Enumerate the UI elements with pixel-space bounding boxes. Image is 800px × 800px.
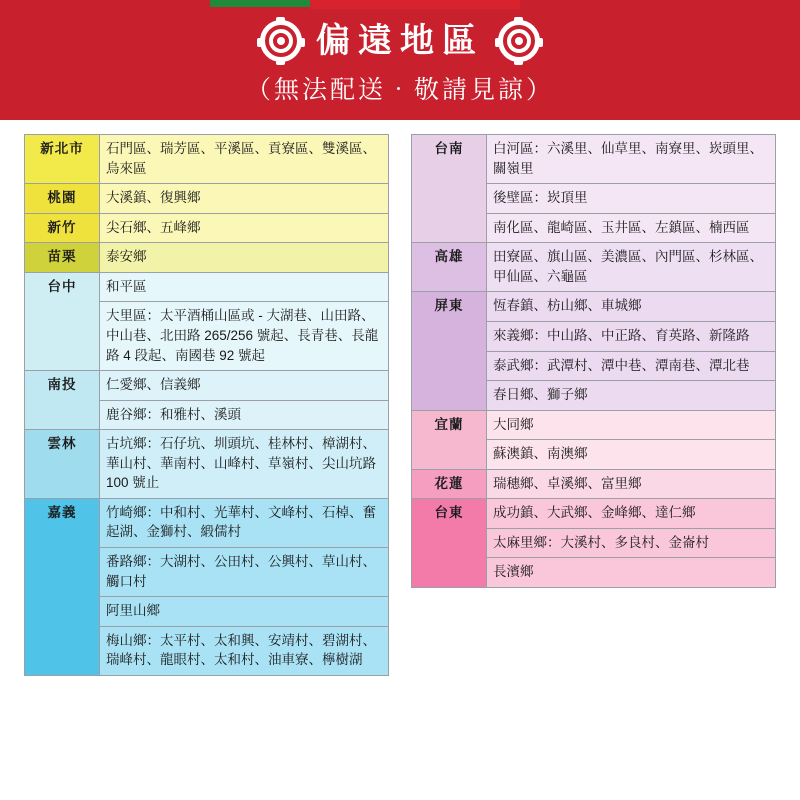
table-row — [25, 272, 389, 302]
region-areas: 大同鄉 — [487, 410, 776, 440]
page-subtitle: （無法配送‧敬請見諒） — [245, 76, 554, 104]
region-areas: 阿里山鄉 — [100, 597, 389, 627]
region-areas: 長濱鄉 — [487, 558, 776, 588]
region-areas: 蘇澳鎮、南澳鄉 — [487, 440, 776, 470]
header-title-row — [0, 20, 800, 62]
region-lists — [0, 120, 800, 676]
region-label-yunlin: 雲林 — [25, 430, 100, 499]
region-areas: 太麻里鄉：大溪村、多良村、金崙村 — [487, 528, 776, 558]
table-row — [25, 213, 389, 243]
region-areas: 石門區、瑞芳區、平溪區、貢寮區、雙溪區、烏來區 — [100, 135, 389, 184]
tyre-icon — [260, 20, 302, 62]
region-label-miaoli: 苗栗 — [25, 243, 100, 273]
region-areas: 春日鄉、獅子鄉 — [487, 381, 776, 411]
region-areas: 來義鄉：中山路、中正路、育英路、新隆路 — [487, 321, 776, 351]
region-label-chiayi: 嘉義 — [25, 498, 100, 675]
region-areas: 田寮區、旗山區、美濃區、內門區、杉林區、甲仙區、六龜區 — [487, 243, 776, 292]
right-region-table — [411, 134, 776, 588]
right-column — [411, 134, 776, 676]
region-label-new-taipei: 新北市 — [25, 135, 100, 184]
table-row — [412, 135, 776, 184]
page-header — [0, 0, 800, 120]
table-row — [25, 135, 389, 184]
left-region-table — [24, 134, 389, 676]
table-row — [412, 243, 776, 292]
region-areas: 大溪鎮、復興鄉 — [100, 184, 389, 214]
region-areas: 仁愛鄉、信義鄉 — [100, 371, 389, 401]
header-red-accent — [310, 0, 520, 9]
region-label-nantou: 南投 — [25, 371, 100, 430]
region-areas: 白河區：六溪里、仙草里、南寮里、崁頭里、關嶺里 — [487, 135, 776, 184]
table-row — [412, 292, 776, 322]
region-areas: 大里區：太平酒桶山區或 - 大湖巷、山田路、中山巷、北田路 265/256 號起、長青巷、長龍路 4 段起、南國巷 92 號起 — [100, 302, 389, 371]
region-label-hsinchu: 新竹 — [25, 213, 100, 243]
region-areas: 鹿谷鄉：和雅村、溪頭 — [100, 400, 389, 430]
region-areas: 尖石鄉、五峰鄉 — [100, 213, 389, 243]
region-areas: 南化區、龍崎區、玉井區、左鎮區、楠西區 — [487, 213, 776, 243]
page-title: 偏遠地區 — [316, 22, 484, 60]
table-row — [25, 243, 389, 273]
region-areas: 恆春鎮、枋山鄉、車城鄉 — [487, 292, 776, 322]
table-row — [25, 498, 389, 547]
tyre-icon — [498, 20, 540, 62]
table-row — [412, 499, 776, 529]
region-label-taoyuan: 桃園 — [25, 184, 100, 214]
region-areas: 瑞穗鄉、卓溪鄉、富里鄉 — [487, 469, 776, 499]
region-label-tainan: 台南 — [412, 135, 487, 243]
table-row — [25, 430, 389, 499]
region-areas: 成功鎮、大武鄉、金峰鄉、達仁鄉 — [487, 499, 776, 529]
left-column — [24, 134, 389, 676]
header-green-accent — [210, 0, 310, 7]
region-areas: 竹崎鄉：中和村、光華村、文峰村、石棹、奮起湖、金獅村、緞儒村 — [100, 498, 389, 547]
region-label-hualien: 花蓮 — [412, 469, 487, 499]
table-row — [412, 410, 776, 440]
region-areas: 梅山鄉：太平村、太和興、安靖村、碧湖村、瑞峰村、龍眼村、太和村、油車寮、檸樹湖 — [100, 626, 389, 675]
region-label-yilan: 宜蘭 — [412, 410, 487, 469]
table-row — [412, 469, 776, 499]
region-areas: 番路鄉：大湖村、公田村、公興村、草山村、觸口村 — [100, 548, 389, 597]
region-label-taichung: 台中 — [25, 272, 100, 370]
table-row — [25, 371, 389, 401]
region-areas: 泰武鄉：武潭村、潭中巷、潭南巷、潭北巷 — [487, 351, 776, 381]
region-areas: 和平區 — [100, 272, 389, 302]
region-areas: 泰安鄉 — [100, 243, 389, 273]
table-row — [25, 184, 389, 214]
region-label-taitung: 台東 — [412, 499, 487, 588]
region-areas: 古坑鄉：石仔坑、圳頭坑、桂林村、樟湖村、華山村、華南村、山峰村、草嶺村、尖山坑路 100 號止 — [100, 430, 389, 499]
region-label-pingtung: 屏東 — [412, 292, 487, 410]
region-label-kaohsiung: 高雄 — [412, 243, 487, 292]
region-areas: 後壁區：崁頂里 — [487, 184, 776, 214]
